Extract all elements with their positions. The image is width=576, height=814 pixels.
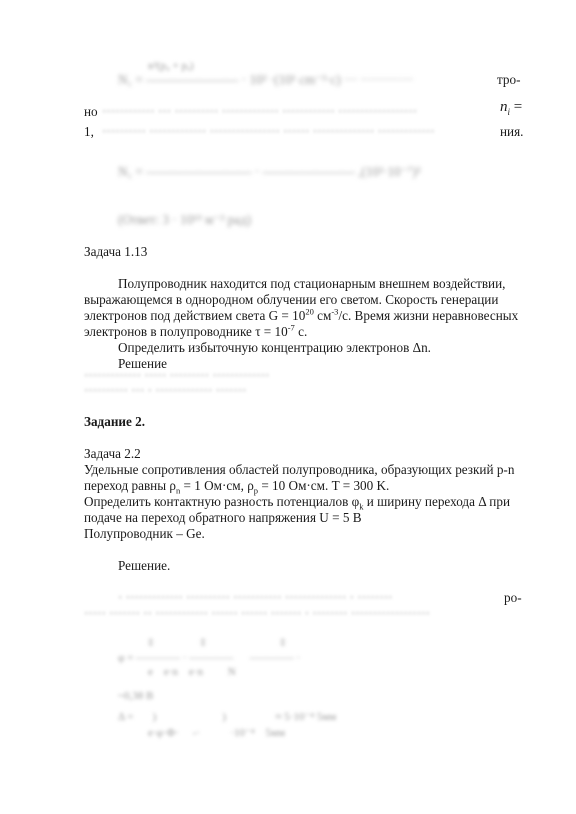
blurred-formula-6: e e·n e·n N [148, 666, 236, 678]
task-2-2-line-1: Удельные сопротивления областей полупроводника, образующих резкий p-n [84, 462, 515, 477]
blurred-formula-8: Δ = ) ) ≈ 5·10⁻⁴ 5мм [118, 711, 337, 723]
blurred-formula-9: е·φ·Ф· -· ·10⁻⁴ 5мм [148, 727, 285, 739]
blurred-solution-1: ············· ····· ········· ············· [84, 368, 270, 383]
task-1-13-line-2: выражающемся в однородном облучении его светом. Скорость генерации [84, 292, 499, 307]
top-line-2-start: но [84, 104, 98, 119]
blurred-formula-7: ~0,38 В [118, 690, 154, 702]
task-1-13-line-5: Определить избыточную концентрацию электронов Δn. [118, 340, 431, 355]
blurred-formula-4: ‡ ‡ ‡ [148, 636, 286, 648]
task-2-2-solution: Решение. [118, 558, 171, 573]
top-line-1-end: тро- [497, 72, 521, 87]
task-1-13-line-4: электронов в полупроводнике $\tau = 10^{-7}$ с. [84, 322, 308, 339]
blurred-formula-5: φ = ———— · ———— ———— · [118, 652, 301, 664]
task-1-13-title: Задача 1.13 [84, 244, 148, 259]
blurred-solution-2: ·········· ··· · ············· ······· [84, 383, 247, 398]
task-1-13-solution: Решение [118, 356, 167, 371]
bottom-line-end: ро- [504, 590, 522, 605]
blurred-formula-1: n²(p₀ + pᵧ) [148, 60, 194, 72]
blurred-bottom-2: ····· ······· ·· ············ ······ ······ ······· · ········ ·················· [84, 606, 430, 621]
task-1-13-line-1: Полупроводник находится под стационарным внешнем воздействии, [118, 276, 506, 291]
blurred-formula-2: N₁ = ———————— · ——————— ,(10²·10⁻⁷)² [118, 164, 421, 179]
blurred-text-1: N₁ = ——————— · 10² ·(10¹ cm⁻³·c) ··· ············ [118, 72, 414, 87]
top-line-3-end: ния. [500, 124, 524, 139]
section-2-title: Задание 2. [84, 414, 146, 429]
top-var-ni: $n_i$ = [500, 99, 523, 117]
task-2-2-title: Задача 2.2 [84, 446, 141, 461]
blurred-text-3: ·········· ············· ················ ······ ·············· ············· [102, 124, 435, 139]
blurred-bottom-1: · ············· ·········· ··········· ·············· · ········ [118, 590, 393, 605]
task-2-2-line-3: Определить контактную разность потенциалов $\varphi_k$ и ширину перехода Δ при [84, 494, 511, 512]
task-2-2-line-5: Полупроводник – Ge. [84, 526, 205, 541]
top-line-3-start: 1, [84, 124, 94, 139]
task-2-2-line-4: подаче на переход обратного напряжения U = 5 B [84, 510, 362, 525]
task-1-13-line-3: электронов под действием света $G = 10^{20}$ $см^{-3}/с$. Время жизни неравновесных [84, 306, 519, 323]
blurred-formula-3: (Ответ: 3 · 10¹⁹ м⁻³ рад) [118, 212, 252, 227]
task-2-2-line-2: переход равны $\rho_n = 1$ Ом·см, $\rho_p = 10$ Ом·см. T = 300 K. [84, 478, 390, 496]
blurred-text-2: ············ ··· ·········· ············· ············ ·················· [102, 104, 418, 119]
